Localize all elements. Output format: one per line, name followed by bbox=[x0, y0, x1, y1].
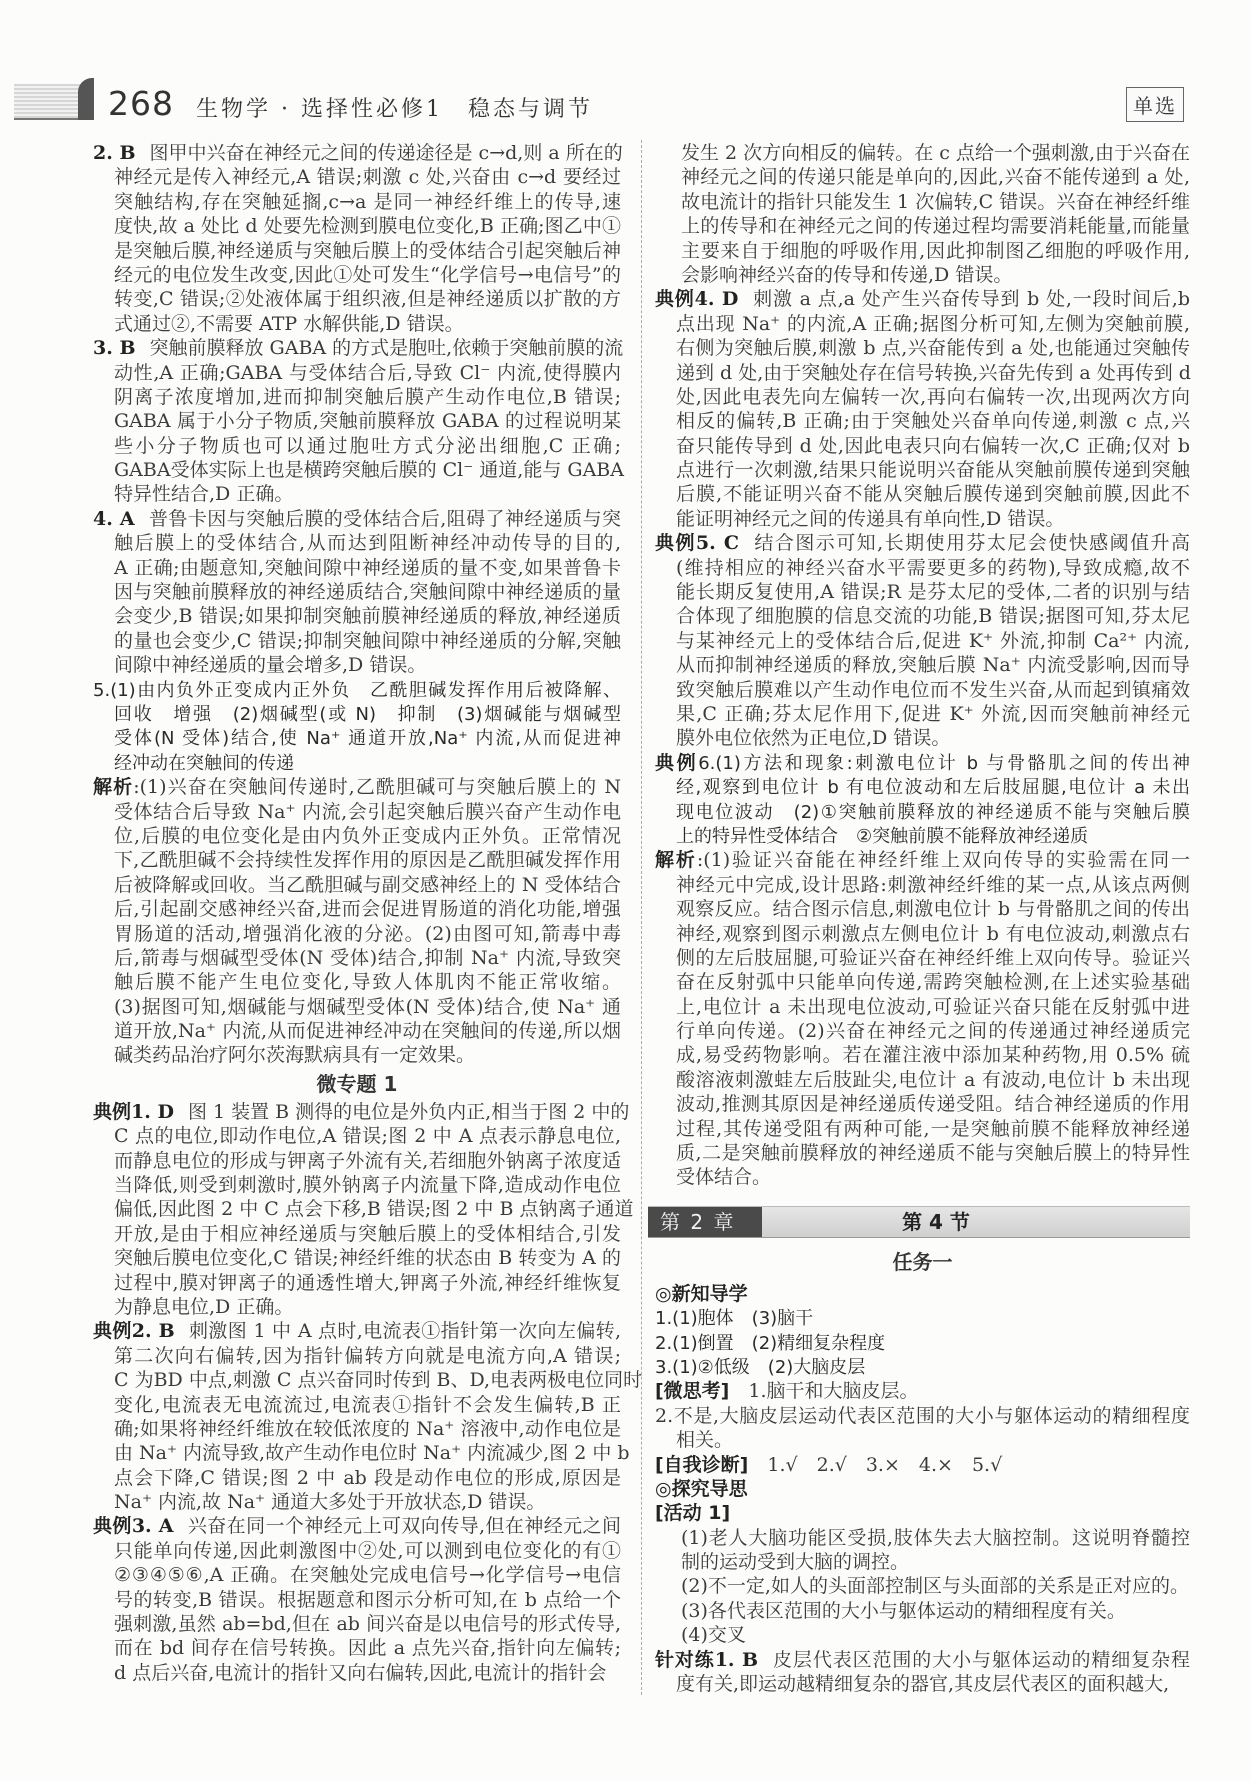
answer-key: 2. B bbox=[93, 142, 136, 164]
text-line bbox=[655, 214, 1190, 238]
answer-text: 1.(1)胞体 (3)脑干 bbox=[655, 1308, 814, 1330]
tag-text: 1.√ 2.√ 3.× 4.× 5.√ bbox=[748, 1453, 1003, 1476]
text-line bbox=[655, 702, 1190, 726]
line-text: 发生 2 次方向相反的偏转。在 c 点给一个强刺激,由于兴奋在 bbox=[681, 142, 1190, 164]
line-text: 神经元是传入神经元,A 错误;刺激 c 处,兴奋由 c→d 要经过 bbox=[114, 166, 621, 189]
line-text: 神经,观察到图示刺激点左侧电位计 b 有电位波动,刺激点右 bbox=[676, 922, 1190, 945]
text-line bbox=[93, 1344, 621, 1368]
text-line bbox=[655, 970, 1190, 994]
line-text: 现电位波动 (2)①突触前膜释放的神经递质不能与突触后膜 bbox=[676, 801, 1190, 823]
text-line bbox=[655, 361, 1190, 385]
line-text: 第二次向右偏转,因为指针偏转方向就是电流方向,A 错误; bbox=[114, 1344, 621, 1367]
text-line bbox=[655, 1068, 1190, 1092]
tag-text: 1.脑干和大脑皮层。 bbox=[729, 1380, 919, 1403]
text-line bbox=[655, 922, 1190, 946]
tag-label: [自我诊断] bbox=[655, 1453, 749, 1476]
line-text: 经,观察到电位计 b 有电位波动和左后肢屈腿,电位计 a 未出 bbox=[676, 777, 1190, 799]
line-text: 制的运动受到大脑的调控。 bbox=[681, 1551, 910, 1574]
text-line bbox=[93, 726, 621, 750]
answer-paragraph bbox=[655, 848, 1190, 1189]
section-title-text: ◎探究导思 bbox=[655, 1477, 748, 1500]
line-text: 酸溶液刺激蛙左后肢趾尖,电位计 a 有波动,电位计 b 未出现 bbox=[676, 1068, 1190, 1091]
line-text: :(1)验证兴奋能在神经纤维上双向传导的实验需在同一 bbox=[696, 849, 1190, 872]
example-label: 典例 bbox=[655, 751, 699, 774]
text-line bbox=[655, 775, 1190, 799]
text-line bbox=[93, 1019, 621, 1043]
text-line bbox=[93, 1222, 621, 1246]
answer-paragraph bbox=[655, 1526, 1190, 1575]
line-text: 2.不是,大脑皮层运动代表区范围的大小与躯体运动的精细程度 bbox=[655, 1404, 1190, 1427]
answer-paragraph bbox=[655, 531, 1190, 751]
text-line bbox=[655, 190, 1190, 214]
text-line bbox=[655, 141, 1190, 165]
line-text: 故电流计的指针只能发生 1 次偏转,C 错误。兴奋在神经纤维 bbox=[681, 190, 1190, 213]
text-line bbox=[93, 873, 621, 897]
line-text: 刺激 a 点,a 处产生兴奋传导到 b 处,一段时间后,b bbox=[752, 288, 1190, 311]
text-line bbox=[93, 507, 621, 531]
line-text: 上,电位计 a 未出现电位波动,可验证兴奋只能在反射弧中进 bbox=[676, 995, 1190, 1018]
text-line bbox=[655, 287, 1190, 311]
line-text: Na⁺ 内流,故 Na⁺ 通道大多处于开放状态,D 错误。 bbox=[114, 1491, 546, 1514]
text-line bbox=[655, 848, 1190, 872]
text-line bbox=[655, 434, 1190, 458]
answer-paragraph bbox=[93, 775, 621, 1068]
text-line bbox=[655, 726, 1190, 750]
answer-key: 3. B bbox=[93, 337, 136, 360]
line-text: A 正确;由题意知,突触间隙中神经递质的量不变,如果普鲁卡 bbox=[114, 556, 621, 579]
line-text: :(1)兴奋在突触间传递时,乙酰胆碱可与突触后膜上的 N bbox=[133, 776, 621, 799]
section-title-text: [活动 1] bbox=[655, 1502, 731, 1525]
text-line bbox=[655, 1428, 1190, 1452]
line-text: d 点后兴奋,电流计的指针又向右偏转,因此,电流计的指针会 bbox=[114, 1661, 607, 1684]
line-text: ②③④⑤⑥,A 正确。在突触处完成电信号→化学信号→电信 bbox=[114, 1564, 621, 1587]
line-text: 强刺激,虽然 ab=bd,但在 ab 间兴奋是以电信号的形式传导, bbox=[114, 1613, 621, 1636]
text-line bbox=[93, 531, 621, 555]
line-text: 神经元之间的传递只能是单向的,因此,兴奋不能传递到 a 处, bbox=[681, 166, 1190, 189]
line-text: 开放,是由于相应神经递质与突触后膜上的受体相结合,引发 bbox=[114, 1222, 621, 1245]
line-text: 点会下降,C 错误;图 2 中 ab 段是动作电位的形成,原因是 bbox=[114, 1466, 621, 1489]
text-line bbox=[655, 800, 1190, 824]
line-text: 与某神经元上的受体结合后,促进 K⁺ 外流,抑制 Ca²⁺ 内流, bbox=[676, 629, 1190, 652]
line-text: 波动,推测其原因是神经递质传递受阻。结合神经递质的作用 bbox=[676, 1093, 1190, 1116]
text-line bbox=[655, 1141, 1190, 1165]
text-line bbox=[93, 1295, 621, 1319]
line-text: 点出现 Na⁺ 的内流,A 正确;据图分析可知,左侧为突触前膜, bbox=[676, 312, 1190, 335]
text-line bbox=[93, 141, 621, 165]
line-text: 当降低,则受到刺激时,膜外钠离子内流量下降,造成动作电位 bbox=[114, 1174, 621, 1197]
example-label: 解析 bbox=[93, 776, 134, 799]
text-line bbox=[655, 1550, 1190, 1574]
answer-paragraph bbox=[93, 507, 621, 678]
text-line bbox=[93, 1368, 643, 1392]
task-heading: 任务一 bbox=[892, 1249, 953, 1274]
text-line bbox=[93, 239, 621, 263]
line-text: 号的转变,B 错误。根据题意和图示分析可知,在 b 点给一个 bbox=[114, 1588, 621, 1611]
line-text: 而静息电位的形成与钾离子外流有关,若细胞外钠离子浓度适 bbox=[114, 1149, 621, 1172]
line-text: 过程,其传递受阻有两种可能,一是突触前膜不能释放神经递 bbox=[676, 1117, 1190, 1140]
text-line bbox=[93, 653, 621, 677]
text-line bbox=[93, 385, 621, 409]
text-line bbox=[93, 1490, 621, 1514]
section-heading: 微专题 1 bbox=[316, 1071, 398, 1096]
answer-paragraph bbox=[93, 336, 624, 507]
text-line bbox=[655, 678, 1190, 702]
text-line bbox=[93, 1100, 630, 1124]
chapter-bar bbox=[648, 1206, 1190, 1238]
line-text: 上的特异性受体结合 ②突触前膜不能释放神经递质 bbox=[676, 825, 1089, 847]
line-text: GABA 属于小分子物质,突触前膜释放 GABA 的过程说明某 bbox=[114, 410, 621, 433]
line-text: 奋只能传导到 d 处,因此电表只向右偏转一次,C 正确;仅对 b bbox=[676, 434, 1190, 457]
example-label: 典例 bbox=[93, 1100, 132, 1123]
line-text: 上的传导和在神经元之间的传递过程均需要消耗能量,而能量 bbox=[681, 215, 1190, 238]
text-line bbox=[93, 824, 621, 848]
tagged-line bbox=[655, 1379, 1190, 1403]
text-line bbox=[655, 751, 1190, 775]
tag-label: [微思考] bbox=[655, 1380, 730, 1403]
text-line bbox=[93, 678, 621, 702]
line-text: 道开放,Na⁺ 内流,从而促进神经冲动在突触间的传递,所以烟 bbox=[114, 1020, 621, 1043]
text-line bbox=[93, 1124, 621, 1148]
line-text: 经元的电位发生改变,因此①处可发生“化学信号→电信号”的 bbox=[114, 263, 621, 286]
line-text: 些小分子物质也可以通过胞吐方式分泌出细胞,C 正确; bbox=[114, 434, 621, 457]
text-line bbox=[655, 1599, 1190, 1623]
text-line bbox=[93, 1319, 621, 1343]
text-line bbox=[93, 1539, 621, 1563]
text-line bbox=[93, 1466, 621, 1490]
line-text: 能长期反复使用,A 错误;R 是芬太尼的受体,二者的识别与结 bbox=[676, 581, 1190, 604]
line-text: 过程中,膜对钾离子的通透性增大,钾离子外流,神经纤维恢复 bbox=[114, 1271, 621, 1294]
text-line bbox=[655, 409, 1190, 433]
question-type-box: 单选 bbox=[1126, 87, 1184, 122]
section-title bbox=[655, 1282, 1190, 1306]
text-line bbox=[93, 1563, 621, 1587]
line-text: GABA受体实际上也是横跨突触后膜的 Cl⁻ 通道,能与 GABA bbox=[114, 459, 624, 482]
text-line bbox=[655, 995, 1190, 1019]
line-text: 皮层代表区范围的大小与躯体运动的精细复杂程 bbox=[772, 1648, 1190, 1671]
line-text: 受体结合。 bbox=[676, 1166, 772, 1189]
text-line bbox=[655, 604, 1190, 628]
text-line bbox=[655, 458, 1190, 482]
text-line bbox=[655, 507, 1190, 531]
answer-key: 3. A bbox=[131, 1515, 174, 1538]
line-text: (1)由内负外正变成内正外负 乙酰胆碱发挥作用后被降解、 bbox=[110, 679, 621, 701]
text-line bbox=[655, 165, 1190, 189]
line-text: 突触后膜电位变化,C 错误;神经纤维的状态由 B 转变为 A 的 bbox=[114, 1247, 621, 1270]
column-divider bbox=[641, 140, 642, 1695]
line-text: 合体现了细胞膜的信息交流的功能,B 错误;据图可知,芬太尼 bbox=[676, 605, 1190, 628]
line-text: 后,引起副交感神经兴奋,进而会促进胃肠道的消化功能,增强 bbox=[114, 898, 621, 921]
line-text: 受体(N 受体)结合,使 Na⁺ 通道开放,Na⁺ 内流,从而促进神 bbox=[114, 728, 621, 750]
text-line bbox=[93, 361, 621, 385]
left-column bbox=[93, 141, 643, 1685]
text-line bbox=[93, 1417, 621, 1441]
text-line bbox=[93, 1514, 621, 1538]
example-label: 典例 bbox=[93, 1320, 132, 1343]
text-line bbox=[93, 1441, 630, 1465]
line-text: 而在 bd 间存在信号转换。因此 a 点先兴奋,指针向左偏转; bbox=[114, 1637, 621, 1660]
line-text: 回收 增强 (2)烟碱型(或 N) 抑制 (3)烟碱能与烟碱型 bbox=[114, 703, 621, 725]
line-text: 神经元中完成,设计思路:刺激神经纤维的某一点,从该点两侧 bbox=[676, 873, 1190, 896]
line-text: (3)各代表区范围的大小与躯体运动的精细程度有关。 bbox=[681, 1599, 1126, 1622]
answer-key: 4. A bbox=[93, 507, 135, 530]
line-text: 动性,A 正确;GABA 与受体结合后,导致 Cl⁻ 内流,使得膜内 bbox=[114, 361, 621, 384]
text-line bbox=[655, 1092, 1190, 1116]
answer-paragraph bbox=[93, 678, 621, 776]
answer-paragraph bbox=[655, 1574, 1190, 1598]
line-text: 触后膜不能产生电位变化,导致人体肌肉不能正常收缩。 bbox=[114, 971, 621, 994]
text-line bbox=[93, 458, 624, 482]
line-text: 相反的偏转,B 正确;由于突触处兴奋单向传递,刺激 c 点,兴 bbox=[676, 410, 1190, 433]
text-line bbox=[93, 775, 621, 799]
answer-paragraph bbox=[93, 1100, 634, 1320]
line-text: 因与突触前膜释放的神经递质结合,突触间隙中神经递质的量 bbox=[114, 581, 621, 604]
right-column bbox=[655, 141, 1190, 1696]
text-line bbox=[655, 897, 1190, 921]
text-line bbox=[655, 336, 1190, 360]
answer-line bbox=[655, 1355, 1190, 1379]
answer-text: 3.(1)②低级 (2)大脑皮层 bbox=[655, 1356, 866, 1378]
line-text: 右侧为突触后膜,刺激 b 点,兴奋能传到 a 处,也能通过突触传 bbox=[676, 337, 1190, 360]
line-text: 式通过②,不需要 ATP 水解供能,D 错误。 bbox=[114, 312, 464, 335]
line-text: 主要来自于细胞的呼吸作用,因此抑制图乙细胞的呼吸作用, bbox=[681, 239, 1190, 262]
example-label: 解析 bbox=[655, 849, 697, 872]
line-text: 由 Na⁺ 内流导致,故产生动作电位时 Na⁺ 内流减少,图 2 中 b bbox=[114, 1442, 630, 1465]
text-line bbox=[93, 1149, 621, 1173]
line-text: 特异性结合,D 正确。 bbox=[114, 483, 294, 506]
header-ornament bbox=[14, 84, 90, 120]
text-line bbox=[655, 873, 1190, 897]
text-line bbox=[93, 848, 621, 872]
text-line bbox=[93, 556, 621, 580]
answer-text: 2.(1)倒置 (2)精细复杂程度 bbox=[655, 1332, 886, 1354]
text-line bbox=[93, 1612, 621, 1636]
line-text: 碱类药品治疗阿尔茨海默病具有一定效果。 bbox=[114, 1044, 476, 1067]
section-title bbox=[655, 1501, 1190, 1525]
line-text: 果,C 正确;芬太尼作用下,促进 K⁺ 外流,因而突触前神经元 bbox=[676, 702, 1190, 725]
line-text: 会影响神经兴奋的传导和传递,D 错误。 bbox=[681, 263, 1013, 286]
text-line bbox=[655, 653, 1190, 677]
answer-paragraph bbox=[655, 1623, 1190, 1647]
text-line bbox=[655, 1404, 1190, 1428]
text-line bbox=[655, 1648, 1190, 1672]
line-text: 图甲中兴奋在神经元之间的传递途径是 c→d,则 a 所在的 bbox=[149, 142, 623, 164]
answer-paragraph bbox=[93, 1514, 621, 1685]
text-line bbox=[93, 190, 621, 214]
line-text: 突触结构,存在突触延搁,c→a 是同一神经纤维上的传导,速 bbox=[114, 190, 621, 213]
line-text: 行单向传递。(2)兴奋在神经元之间的传递通过神经递质完 bbox=[676, 1020, 1190, 1043]
text-line bbox=[93, 629, 621, 653]
section-title bbox=[655, 1477, 1190, 1501]
text-line bbox=[93, 336, 624, 360]
line-text: 为静息电位,D 正确。 bbox=[114, 1295, 294, 1318]
text-line bbox=[655, 629, 1190, 653]
text-line bbox=[655, 1043, 1190, 1067]
text-line bbox=[93, 1246, 621, 1270]
line-text: 后被降解或回收。当乙酰胆碱与副交感神经上的 N 受体结合 bbox=[114, 873, 621, 896]
line-text: 结合图示可知,长期使用芬太尼会使快感阈值升高 bbox=[752, 532, 1190, 555]
line-text: 度快,故 a 处比 d 处要先检测到膜电位变化,B 正确;图乙中① bbox=[114, 215, 621, 238]
page-number: 268 bbox=[108, 84, 174, 123]
chapter-label: 第 2 章 bbox=[648, 1207, 762, 1237]
line-text: 胃肠道的活动,增强消化液的分泌。(2)由图可知,箭毒中毒 bbox=[114, 922, 621, 945]
line-text: (维持相应的神经兴奋水平需要更多的药物),导致成瘾,故不 bbox=[676, 556, 1190, 579]
text-line bbox=[93, 1636, 621, 1660]
line-text: 从而抑制神经递质的释放,突触后膜 Na⁺ 内流受影响,因而导 bbox=[676, 654, 1190, 677]
text-line bbox=[93, 604, 621, 628]
text-line bbox=[93, 946, 621, 970]
line-text: 后,箭毒与烟碱型受体(N 受体)结合,抑制 Na⁺ 内流,导致突 bbox=[114, 946, 621, 969]
text-line bbox=[93, 702, 621, 726]
text-line bbox=[655, 824, 1190, 848]
text-line bbox=[655, 1526, 1190, 1550]
text-line bbox=[93, 165, 621, 189]
line-text: 侧的左后肢屈腿,可验证兴奋在神经纤维上双向传导。验证兴 bbox=[676, 946, 1190, 969]
line-text: 后膜,不能证明兴奋不能从突触后膜传递到突触前膜,因此不 bbox=[676, 483, 1190, 506]
text-line bbox=[655, 946, 1190, 970]
text-line bbox=[655, 482, 1190, 506]
answer-paragraph bbox=[655, 751, 1190, 849]
text-line bbox=[655, 1117, 1190, 1141]
text-line bbox=[93, 1393, 621, 1417]
line-text: 成,易受药物影响。若在灌注液中添加某种药物,用 0.5% 硫 bbox=[676, 1044, 1190, 1067]
line-text: 受体结合后导致 Na⁺ 内流,会引起突触后膜兴奋产生动作电 bbox=[114, 800, 621, 823]
text-line bbox=[655, 531, 1190, 555]
answer-line bbox=[655, 1306, 1190, 1330]
line-text: 致突触后膜难以产生动作电位而不发生兴奋,从而起到镇痛效 bbox=[676, 678, 1190, 701]
section-title-text: ◎新知导学 bbox=[655, 1282, 748, 1305]
text-line bbox=[655, 556, 1190, 580]
answer-key: 5. C bbox=[695, 532, 739, 555]
line-text: (2)不一定,如人的头面部控制区与头面部的关系是正对应的。 bbox=[681, 1575, 1189, 1598]
text-line bbox=[655, 1623, 1190, 1647]
line-text: 质,二是突触前膜释放的神经递质不能与突触后膜上的特异性 bbox=[676, 1142, 1190, 1165]
line-text: 只能单向传递,因此刺激图中②处,可以测到电位变化的有① bbox=[114, 1539, 621, 1562]
answer-paragraph bbox=[655, 141, 1190, 287]
line-text: (1)老人大脑功能区受损,肢体失去大脑控制。这说明脊髓控 bbox=[681, 1526, 1190, 1549]
text-line bbox=[93, 1173, 621, 1197]
line-text: 转变,C 错误;②处液体属于组织液,但是神经递质以扩散的方 bbox=[114, 288, 621, 311]
line-text: 点进行一次刺激,结果只能说明兴奋能从突触前膜传递到突触 bbox=[676, 459, 1190, 482]
answer-key: 4. D bbox=[694, 288, 739, 311]
line-text: 能证明神经元之间的传递具有单向性,D 错误。 bbox=[676, 507, 1065, 530]
line-text: 经冲动在突触间的传递 bbox=[114, 752, 294, 774]
answer-paragraph bbox=[93, 1319, 643, 1514]
section-label: 第 4 节 bbox=[902, 1209, 970, 1234]
line-text: (4)交叉 bbox=[681, 1624, 746, 1647]
text-line bbox=[655, 239, 1190, 263]
text-line bbox=[655, 385, 1190, 409]
answer-paragraph bbox=[655, 287, 1190, 531]
example-label: 针对练 bbox=[655, 1648, 715, 1671]
book-title: 生物学 · 选择性必修1 稳态与调节 bbox=[196, 97, 593, 122]
answer-key: 2. B bbox=[131, 1320, 175, 1343]
answer-key: 1. B bbox=[714, 1648, 759, 1671]
line-text: 递到 d 处,由于突触处存在信号转换,兴奋先传到 a 处再传到 d bbox=[676, 361, 1191, 384]
text-line bbox=[655, 1019, 1190, 1043]
text-line bbox=[93, 970, 621, 994]
text-line bbox=[93, 287, 621, 311]
line-text: 6.(1)方法和现象:刺激电位计 b 与骨骼肌之间的传出神 bbox=[698, 752, 1190, 774]
answer-paragraph bbox=[655, 1404, 1190, 1453]
answer-line bbox=[655, 1331, 1190, 1355]
text-line bbox=[93, 1661, 621, 1685]
text-line bbox=[655, 1574, 1190, 1598]
text-line bbox=[655, 312, 1190, 336]
example-label: 典例 bbox=[655, 288, 695, 311]
line-text: 度有关,即运动越精细复杂的器官,其皮层代表区的面积越大, bbox=[676, 1673, 1170, 1696]
text-line bbox=[655, 580, 1190, 604]
line-text: 会变少,B 错误;如果抑制突触前膜神经递质的释放,神经递质 bbox=[114, 605, 621, 628]
line-text: 普鲁卡因与突触后膜的受体结合后,阻碍了神经递质与突 bbox=[148, 507, 621, 530]
text-line bbox=[655, 1165, 1190, 1189]
text-line bbox=[93, 409, 621, 433]
line-text: 突触前膜释放 GABA 的方式是胞吐,依赖于突触前膜的流 bbox=[149, 337, 624, 360]
line-text: 观察反应。结合图示信息,刺激电位计 b 与骨骼肌之间的传出 bbox=[676, 898, 1190, 921]
text-line bbox=[93, 482, 621, 506]
line-text: 阴离子浓度增加,进而抑制突触后膜产生动作电位,B 错误; bbox=[114, 385, 621, 408]
line-text: 是突触后膜,神经递质与突触后膜上的受体结合引起突触后神 bbox=[114, 239, 621, 262]
text-line bbox=[93, 1197, 634, 1221]
text-line bbox=[93, 434, 621, 458]
tagged-line bbox=[655, 1453, 1190, 1477]
line-text: 下,乙酰胆碱不会持续性发挥作用的原因是乙酰胆碱发挥作用 bbox=[114, 849, 621, 872]
example-label: 典例 bbox=[93, 1515, 132, 1538]
text-line bbox=[93, 1271, 621, 1295]
text-line bbox=[93, 580, 621, 604]
answer-paragraph bbox=[655, 1648, 1190, 1697]
text-line bbox=[93, 263, 621, 287]
line-text: (3)据图可知,烟碱能与烟碱型受体(N 受体)结合,使 Na⁺ 通 bbox=[114, 995, 621, 1018]
line-text: 奋在反射弧中只能单向传递,需跨突触检测,在上述实验基础 bbox=[676, 971, 1190, 994]
line-text: 确;如果将神经纤维放在较低浓度的 Na⁺ 溶液中,动作电位是 bbox=[114, 1417, 621, 1440]
line-text: 膜外电位依然为正电位,D 错误。 bbox=[676, 727, 951, 750]
answer-paragraph bbox=[655, 1599, 1190, 1623]
line-text: C 为BD 中点,刺激 C 点兴奋同时传到 B、D,电表两极电位同时 bbox=[114, 1369, 643, 1392]
text-line bbox=[93, 995, 621, 1019]
text-line bbox=[93, 214, 621, 238]
text-line bbox=[93, 751, 621, 775]
text-line bbox=[655, 263, 1190, 287]
line-text: 间隙中神经递质的量会增多,D 错误。 bbox=[114, 654, 427, 677]
text-line bbox=[93, 897, 621, 921]
answer-paragraph bbox=[93, 141, 621, 336]
text-line bbox=[93, 1043, 621, 1067]
text-line bbox=[93, 1588, 621, 1612]
line-text: 变化,电流表无电流流过,电流表①指针不会发生偏转,B 正 bbox=[114, 1393, 621, 1416]
line-text: 兴奋在同一个神经元上可双向传导,但在神经元之间 bbox=[187, 1515, 621, 1538]
text-line bbox=[655, 1672, 1190, 1696]
answer-key: 1. D bbox=[131, 1100, 174, 1123]
line-text: C 点的电位,即动作电位,A 错误;图 2 中 A 点表示静息电位, bbox=[114, 1125, 621, 1148]
line-text: 相关。 bbox=[676, 1429, 734, 1452]
line-text: 图 1 装置 B 测得的电位是外负内正,相当于图 2 中的 bbox=[187, 1100, 630, 1123]
line-text: 触后膜上的受体结合,从而达到阻断神经冲动传导的目的, bbox=[114, 532, 621, 555]
answer-number: 5. bbox=[93, 679, 111, 701]
line-text: 位,后膜的电位变化是由内负外正变成内正外负。正常情况 bbox=[114, 824, 621, 847]
text-line bbox=[93, 800, 621, 824]
text-line bbox=[93, 922, 621, 946]
line-text: 偏低,因此图 2 中 C 点会下移,B 错误;图 2 中 B 点钠离子通道 bbox=[114, 1198, 634, 1221]
text-line bbox=[93, 312, 621, 336]
line-text: 的量也会变少,C 错误;抑制突触间隙中神经递质的分解,突触 bbox=[114, 629, 621, 652]
line-text: 刺激图 1 中 A 点时,电流表①指针第一次向左偏转, bbox=[188, 1320, 621, 1343]
line-text: 处,因此电表先向左偏转一次,再向右偏转一次,出现两次方向 bbox=[676, 385, 1190, 408]
example-label: 典例 bbox=[655, 532, 696, 555]
